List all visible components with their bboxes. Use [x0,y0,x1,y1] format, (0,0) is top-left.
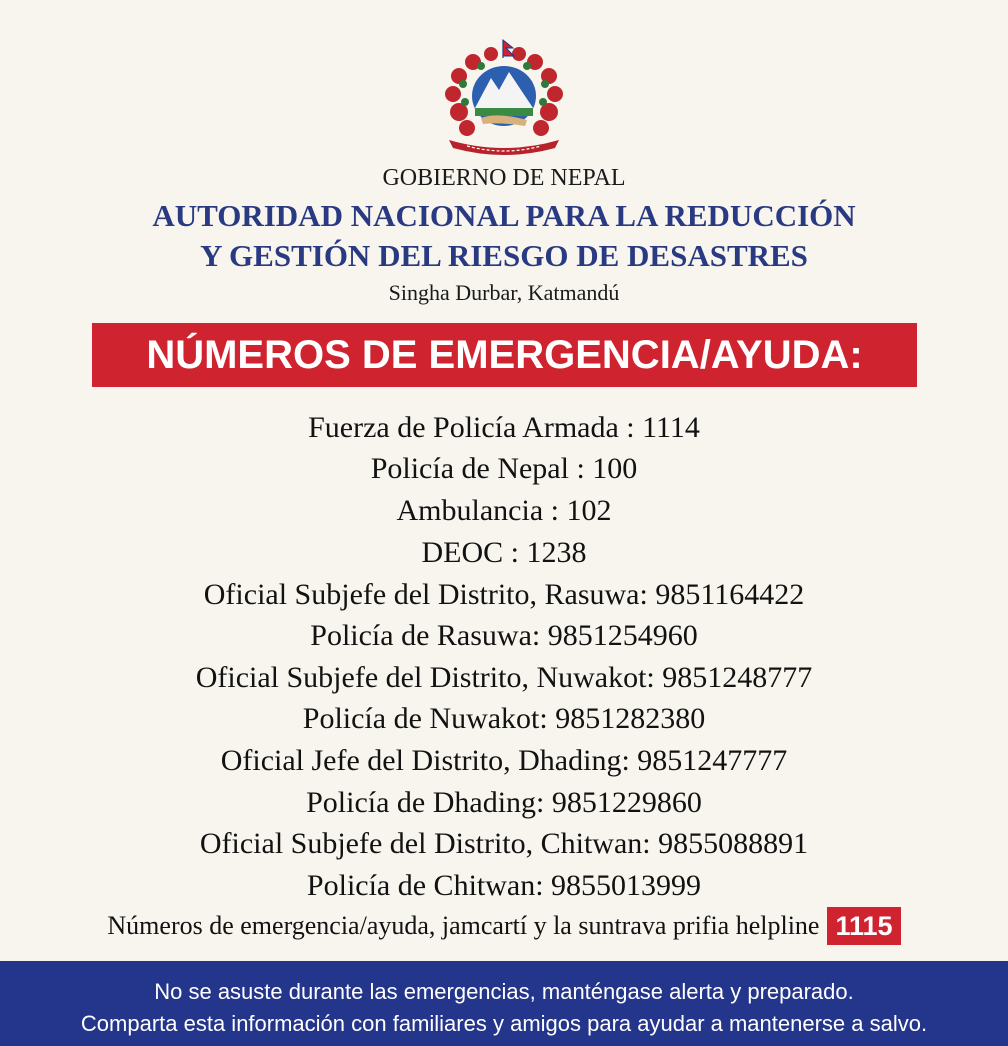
contact-line: Policía de Dhading: 9851229860 [306,786,702,819]
contact-line: Policía de Chitwan: 9855013999 [306,869,702,902]
authority-address: Singha Durbar, Katmandú [388,280,620,305]
helpline-text: Números de emergencia/ayuda, jamcartí y la suntrava prifia helpline [107,911,820,940]
contact-line: Policía de Nepal : 100 [370,452,638,485]
government-name: GOBIERNO DE NEPAL [382,165,626,191]
footer-message-line2: Comparta esta información con familiares y amigos para ayudar a mantenerse a salvo. [80,1011,928,1036]
helpline-row [0,906,1008,946]
authority-name-line2: Y GESTIÓN DEL RIESGO DE DESASTRES [200,238,808,273]
contact-line: Ambulancia : 102 [396,494,612,527]
contact-line: Policía de Nuwakot: 9851282380 [302,702,706,735]
contact-line: Oficial Subjefe del Distrito, Nuwakot: 9851248777 [195,661,813,694]
contact-line: Policía de Rasuwa: 9851254960 [310,619,698,652]
emergency-numbers-banner: NÚMEROS DE EMERGENCIA/AYUDA: [92,323,917,387]
helpline-number-badge: 1115 [827,907,900,945]
contact-line: Oficial Subjefe del Distrito, Chitwan: 9855088891 [199,827,809,860]
contact-line: Oficial Subjefe del Distrito, Rasuwa: 9851164422 [203,578,805,611]
authority-name-line1: AUTORIDAD NACIONAL PARA LA REDUCCIÓN [152,198,856,233]
nepal-coat-of-arms-icon [437,36,571,164]
contact-line: DEOC : 1238 [421,536,587,569]
contact-line: Fuerza de Policía Armada : 1114 [308,411,700,444]
footer-message-line1: No se asuste durante las emergencias, manténgase alerta y preparado. [154,979,854,1004]
contact-line: Oficial Jefe del Distrito, Dhading: 9851247777 [220,744,788,777]
footer-bar [0,961,1008,1046]
